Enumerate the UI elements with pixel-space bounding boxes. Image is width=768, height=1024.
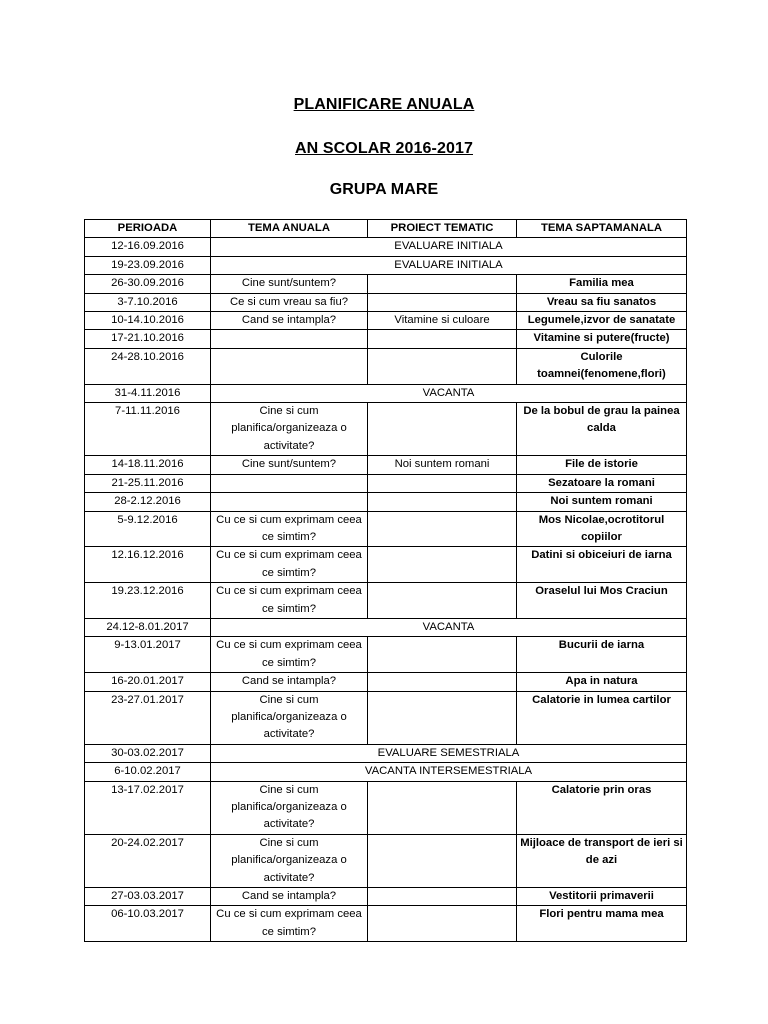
merged-event-cell: VACANTA INTERSEMESTRIALA <box>211 763 687 781</box>
table-row <box>85 238 687 256</box>
period-cell: 26-30.09.2016 <box>85 275 211 293</box>
period-cell: 30-03.02.2017 <box>85 744 211 762</box>
table-row <box>85 312 687 330</box>
thematic-project-cell: Vitamine si culoare <box>368 312 517 330</box>
period-cell: 13-17.02.2017 <box>85 781 211 834</box>
period-cell: 9-13.01.2017 <box>85 637 211 673</box>
thematic-project-cell <box>368 493 517 511</box>
annual-theme-cell: Cu ce si cum exprimam ceea ce simtim? <box>211 637 368 673</box>
period-cell: 19-23.09.2016 <box>85 256 211 274</box>
weekly-theme-cell: Apa in natura <box>517 673 687 691</box>
table-row <box>85 834 687 887</box>
annual-theme-cell: Cu ce si cum exprimam ceea ce simtim? <box>211 511 368 547</box>
thematic-project-cell <box>368 691 517 744</box>
table-row <box>85 330 687 348</box>
column-header-annual-theme: TEMA ANUALA <box>211 220 368 238</box>
table-row <box>85 888 687 906</box>
table-row <box>85 673 687 691</box>
period-cell: 24.12-8.01.2017 <box>85 618 211 636</box>
table-row <box>85 618 687 636</box>
thematic-project-cell <box>368 583 517 619</box>
weekly-theme-cell: Familia mea <box>517 275 687 293</box>
thematic-project-cell <box>368 906 517 942</box>
annual-theme-cell: Cine si cum planifica/organizeaza o activitate? <box>211 691 368 744</box>
annual-theme-cell: Cand se intampla? <box>211 312 368 330</box>
school-year-title: AN SCOLAR 2016-2017 <box>295 140 473 157</box>
weekly-theme-cell: Sezatoare la romani <box>517 474 687 492</box>
table-row <box>85 275 687 293</box>
period-cell: 06-10.03.2017 <box>85 906 211 942</box>
weekly-theme-cell: Noi suntem romani <box>517 493 687 511</box>
column-header-weekly-theme: TEMA SAPTAMANALA <box>517 220 687 238</box>
table-row <box>85 763 687 781</box>
table-row <box>85 456 687 474</box>
annual-theme-cell <box>211 474 368 492</box>
period-cell: 3-7.10.2016 <box>85 293 211 311</box>
period-cell: 5-9.12.2016 <box>85 511 211 547</box>
weekly-theme-cell: Flori pentru mama mea <box>517 906 687 942</box>
period-cell: 12-16.09.2016 <box>85 238 211 256</box>
table-row <box>85 384 687 402</box>
annual-theme-cell: Cine sunt/suntem? <box>211 456 368 474</box>
period-cell: 17-21.10.2016 <box>85 330 211 348</box>
table-row <box>85 511 687 547</box>
table-row <box>85 637 687 673</box>
table-row <box>85 348 687 384</box>
thematic-project-cell <box>368 781 517 834</box>
annual-theme-cell: Cu ce si cum exprimam ceea ce simtim? <box>211 583 368 619</box>
weekly-theme-cell: Vreau sa fiu sanatos <box>517 293 687 311</box>
thematic-project-cell <box>368 293 517 311</box>
period-cell: 21-25.11.2016 <box>85 474 211 492</box>
column-header-period: PERIOADA <box>85 220 211 238</box>
annual-theme-cell: Cine si cum planifica/organizeaza o activitate? <box>211 403 368 456</box>
table-row <box>85 547 687 583</box>
merged-event-cell: VACANTA <box>211 384 687 402</box>
period-cell: 24-28.10.2016 <box>85 348 211 384</box>
annual-theme-cell: Cand se intampla? <box>211 888 368 906</box>
thematic-project-cell <box>368 348 517 384</box>
period-cell: 6-10.02.2017 <box>85 763 211 781</box>
period-cell: 12.16.12.2016 <box>85 547 211 583</box>
period-cell: 16-20.01.2017 <box>85 673 211 691</box>
thematic-project-cell <box>368 673 517 691</box>
table-row <box>85 744 687 762</box>
annual-theme-cell <box>211 348 368 384</box>
weekly-theme-cell: Bucurii de iarna <box>517 637 687 673</box>
merged-event-cell: EVALUARE SEMESTRIALA <box>211 744 687 762</box>
annual-theme-cell <box>211 493 368 511</box>
weekly-theme-cell: Vestitorii primaverii <box>517 888 687 906</box>
thematic-project-cell <box>368 888 517 906</box>
table-row <box>85 403 687 456</box>
period-cell: 7-11.11.2016 <box>85 403 211 456</box>
weekly-theme-cell: Vitamine si putere(fructe) <box>517 330 687 348</box>
weekly-theme-cell: Mijloace de transport de ieri si de azi <box>517 834 687 887</box>
period-cell: 23-27.01.2017 <box>85 691 211 744</box>
period-cell: 31-4.11.2016 <box>85 384 211 402</box>
annual-theme-cell: Cine si cum planifica/organizeaza o activitate? <box>211 834 368 887</box>
period-cell: 10-14.10.2016 <box>85 312 211 330</box>
thematic-project-cell <box>368 547 517 583</box>
thematic-project-cell: Noi suntem romani <box>368 456 517 474</box>
table-row <box>85 583 687 619</box>
period-cell: 19.23.12.2016 <box>85 583 211 619</box>
annual-plan-table <box>84 219 687 942</box>
merged-event-cell: VACANTA <box>211 618 687 636</box>
table-header-row <box>85 220 687 238</box>
period-cell: 27-03.03.2017 <box>85 888 211 906</box>
annual-theme-cell: Cu ce si cum exprimam ceea ce simtim? <box>211 906 368 942</box>
annual-theme-cell: Cine si cum planifica/organizeaza o activitate? <box>211 781 368 834</box>
weekly-theme-cell: File de istorie <box>517 456 687 474</box>
thematic-project-cell <box>368 275 517 293</box>
thematic-project-cell <box>368 511 517 547</box>
weekly-theme-cell: Culorile toamnei(fenomene,flori) <box>517 348 687 384</box>
table-row <box>85 906 687 942</box>
weekly-theme-cell: Datini si obiceiuri de iarna <box>517 547 687 583</box>
annual-theme-cell: Ce si cum vreau sa fiu? <box>211 293 368 311</box>
thematic-project-cell <box>368 637 517 673</box>
thematic-project-cell <box>368 330 517 348</box>
table-row <box>85 474 687 492</box>
table-row <box>85 293 687 311</box>
annual-theme-cell: Cand se intampla? <box>211 673 368 691</box>
merged-event-cell: EVALUARE INITIALA <box>211 256 687 274</box>
weekly-theme-cell: Mos Nicolae,ocrotitorul copiilor <box>517 511 687 547</box>
weekly-theme-cell: De la bobul de grau la painea calda <box>517 403 687 456</box>
weekly-theme-cell: Oraselul lui Mos Craciun <box>517 583 687 619</box>
weekly-theme-cell: Calatorie in lumea cartilor <box>517 691 687 744</box>
annual-theme-cell: Cine sunt/suntem? <box>211 275 368 293</box>
period-cell: 14-18.11.2016 <box>85 456 211 474</box>
weekly-theme-cell: Legumele,izvor de sanatate <box>517 312 687 330</box>
table-row <box>85 493 687 511</box>
thematic-project-cell <box>368 834 517 887</box>
merged-event-cell: EVALUARE INITIALA <box>211 238 687 256</box>
weekly-theme-cell: Calatorie prin oras <box>517 781 687 834</box>
thematic-project-cell <box>368 474 517 492</box>
period-cell: 28-2.12.2016 <box>85 493 211 511</box>
page-title: PLANIFICARE ANUALA <box>293 96 475 113</box>
group-title: GRUPA MARE <box>329 181 439 198</box>
thematic-project-cell <box>368 403 517 456</box>
table-row <box>85 781 687 834</box>
column-header-thematic-project: PROIECT TEMATIC <box>368 220 517 238</box>
table-row <box>85 256 687 274</box>
annual-theme-cell <box>211 330 368 348</box>
table-row <box>85 691 687 744</box>
table-body <box>85 238 687 942</box>
period-cell: 20-24.02.2017 <box>85 834 211 887</box>
annual-theme-cell: Cu ce si cum exprimam ceea ce simtim? <box>211 547 368 583</box>
